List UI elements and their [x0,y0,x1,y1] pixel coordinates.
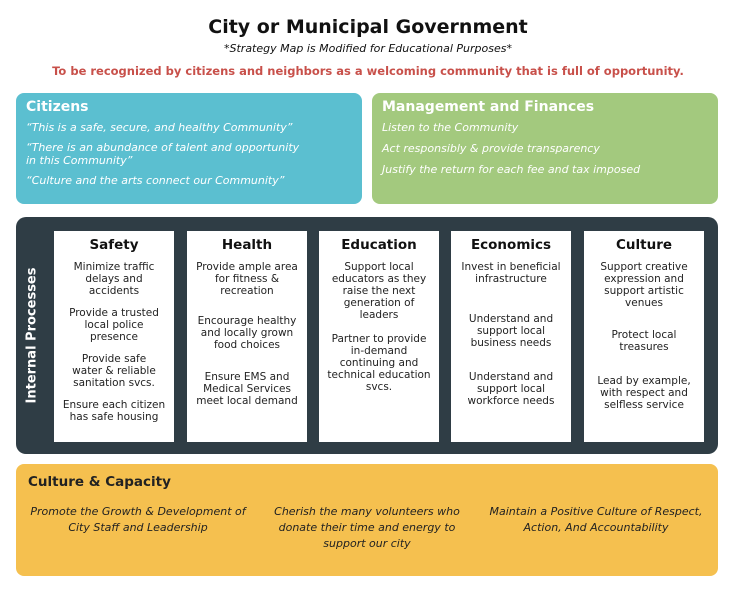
column-item: Lead by example, with respect and selfless service [597,375,691,411]
culture-capacity-item: Cherish the many volunteers who donate their time and energy to support our city [274,505,460,550]
management-item: Justify the return for each fee and tax imposed [382,163,641,176]
column-item: Understand and support local business needs [468,313,554,349]
management-item: Listen to the Community [382,121,519,134]
vision-statement: To be recognized by citizens and neighbors as a welcoming community that is full of opportunity. [52,64,684,78]
citizens-item: “This is a safe, secure, and healthy Community” [26,121,293,134]
process-column-education [319,231,439,442]
process-column-safety [54,231,174,442]
column-item: Provide a trusted local police presence [69,307,159,343]
column-item: Ensure each citizen has safe housing [62,399,166,423]
column-item: Invest in beneficial infrastructure [461,261,561,285]
column-title: Safety [89,237,139,253]
citizens-title: Citizens [26,99,89,115]
management-item: Act responsibly & provide transparency [382,142,600,155]
culture-capacity-item: Maintain a Positive Culture of Respect, Action, And Accountability [489,505,703,534]
citizens-panel [16,93,362,204]
column-item: Partner to provide in-demand continuing and technical education svcs. [327,333,431,393]
internal-processes-label-wrap [12,217,52,454]
culture-capacity-panel [16,464,718,576]
column-title: Education [341,237,417,253]
column-item: Provide safe water & reliable sanitation svcs. [72,353,156,389]
column-item: Understand and support local workforce needs [467,371,555,407]
column-title: Economics [470,237,552,253]
culture-capacity-items [28,504,706,552]
column-item: Encourage healthy and locally grown food choices [197,315,297,351]
culture-capacity-title: Culture & Capacity [28,474,171,490]
column-item: Support local educators as they raise the next generation of leaders [331,261,427,321]
column-item: Minimize traffic delays and accidents [73,261,155,297]
management-title: Management and Finances [382,99,595,115]
internal-processes-label: Internal Processes [24,267,40,404]
column-item: Ensure EMS and Medical Services meet local demand [196,371,298,407]
column-item: Provide ample area for fitness & recreation [196,261,298,297]
column-title: Culture [615,237,673,253]
process-column-health [187,231,307,442]
process-column-economics [451,231,571,442]
column-item: Support creative expression and support artistic venues [600,261,688,309]
culture-capacity-item: Promote the Growth & Development of City Staff and Leadership [30,505,246,534]
process-column-culture [584,231,704,442]
column-item: Protect local treasures [611,329,677,353]
column-title: Health [221,237,273,253]
management-panel [372,93,718,204]
page-subtitle: *Strategy Map is Modified for Educational Purposes* [224,42,512,55]
citizens-item: “Culture and the arts connect our Community” [26,174,285,187]
citizens-item: “There is an abundance of talent and opportunity in this Community” [26,141,300,167]
page-title: City or Municipal Government [208,16,528,38]
